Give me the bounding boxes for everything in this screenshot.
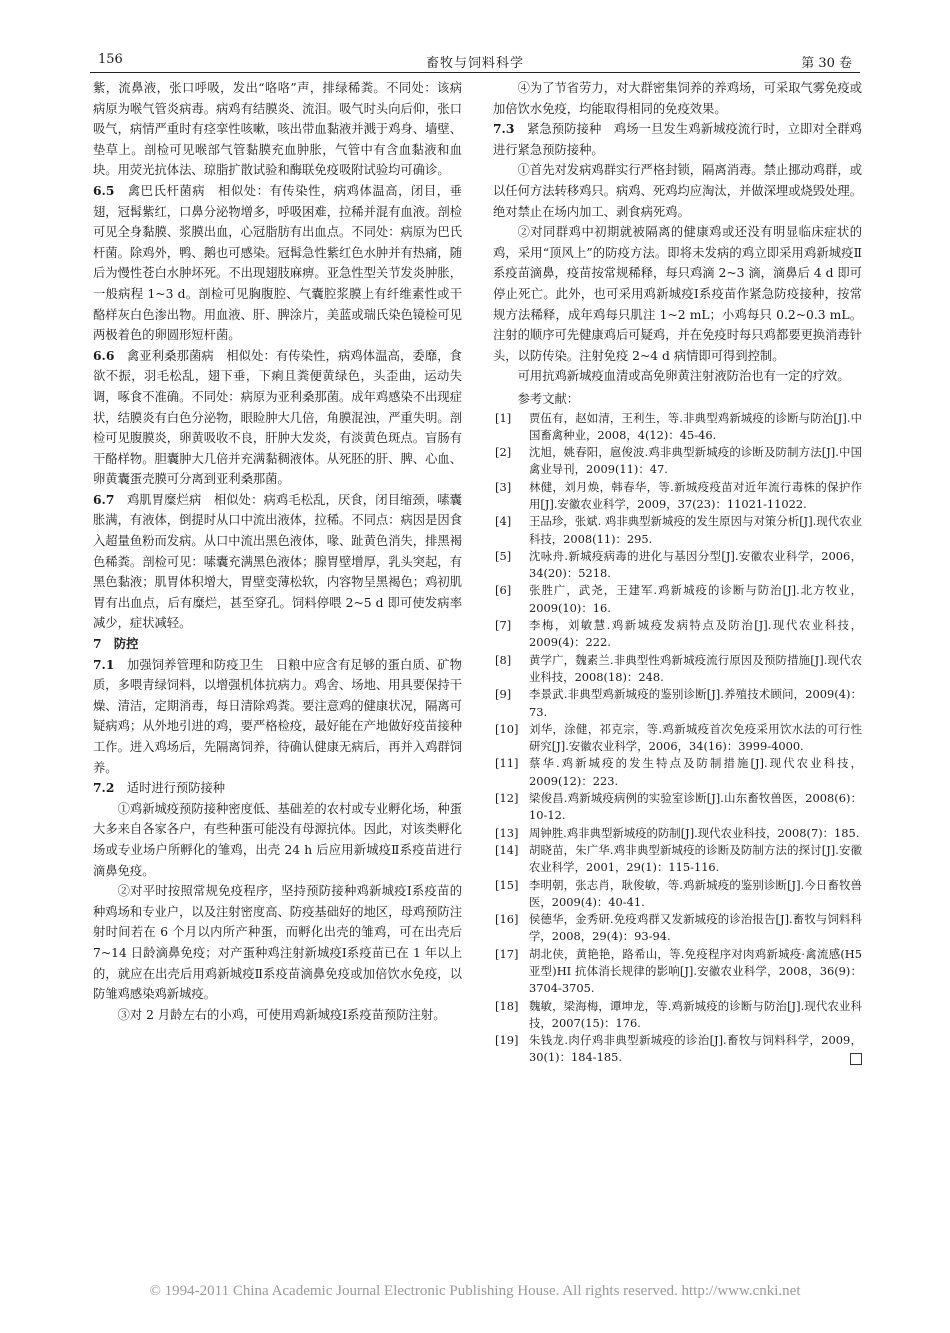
subsection-title: 禽亚利桑那菌病 — [126, 348, 214, 363]
reference-text: 黄学广，魏素兰.非典型性鸡新城疫流行原因及预防措施[J].现代农业科技，2008(18)：248. — [529, 652, 862, 684]
reference-item — [493, 842, 862, 877]
volume-number: 第 30 卷 — [801, 56, 852, 71]
reference-text: 沈咏舟.新城疫病毒的进化与基因分型[J].安徽农业科学，2006，34(20)：5218. — [529, 548, 862, 581]
paragraph: 可用抗鸡新城疫血清或高免卵黄注射液防治也有一定的疗效。 — [517, 369, 850, 384]
end-of-article-mark — [850, 1053, 862, 1065]
reference-item — [493, 479, 862, 514]
reference-number: [2] — [495, 445, 512, 460]
subsection-title: 紧急预防接种 — [526, 122, 602, 137]
paragraph: ②对同群鸡中初期就被隔离的健康鸡或还没有明显临床症状的鸡，采用“顶风上”的防疫方法。即将未发病的鸡立即采用鸡新城疫Ⅱ系疫苗滴鼻，疫苗按常规稀释，每只鸡滴 2~3 滴，滴鼻后 4 d 即可停止死亡。此外，也可采用鸡新城疫Ⅰ系疫苗作紧急防疫接种，按常规方法稀释，成年鸡每只肌注 1~2 mL；小鸡每只 0.2~0.3 mL。注射的顺序可先健康鸡后可疑鸡，并在免疫时每只鸡都要更换消毒针头，以防传染。注射免疫 2~4 d 病情即可得到控制。 — [493, 225, 862, 363]
reference-text: 魏敏，梁海梅，谭坤龙，等.鸡新城疫的诊断与防治[J].现代农业科技，2007(15)：176. — [529, 998, 862, 1030]
reference-text: 李梅，刘敏慧.鸡新城疫发病特点及防治[J].现代农业科技，2009(4)：222. — [529, 618, 862, 650]
reference-item — [493, 998, 862, 1033]
reference-text: 王品珍，张斌. 鸡非典型新城疫的发生原因与对策分析[J].现代农业科技，2008(11)：295. — [529, 514, 862, 546]
reference-number: [7] — [495, 618, 512, 633]
reference-number: [3] — [495, 479, 512, 494]
reference-item — [493, 617, 862, 652]
reference-text: 李明朝，张志肖，耿俊敏，等.鸡新城疫的鉴别诊断[J].今日畜牧兽医，2009(4)：40-41. — [529, 877, 862, 909]
subsection-title: 鸡肌胃糜烂病 — [126, 492, 202, 507]
reference-item — [493, 721, 862, 756]
subsection-number: 7.2 — [93, 780, 115, 796]
reference-text: 胡北侠，黄艳艳，路希山，等.免疫程序对肉鸡新城疫·禽流感(H5 亚型)HI 抗体消长规律的影响[J].安徽农业科学，2008，36(9)：3704-3705. — [529, 946, 862, 996]
reference-item — [493, 686, 862, 721]
running-header — [90, 48, 860, 73]
section-heading-text: 7 防控 — [93, 636, 139, 652]
paragraph: ④为了节省劳力，对大群密集饲养的养鸡场，可采取气雾免疫或加倍饮水免疫，均能取得相同的免疫效果。 — [493, 81, 862, 116]
reference-number: [17] — [495, 946, 519, 961]
reference-number: [5] — [495, 548, 512, 563]
reference-item — [493, 911, 862, 946]
reference-item — [493, 410, 862, 445]
right-column — [493, 78, 862, 1067]
reference-number: [4] — [495, 514, 512, 529]
subsection-number: 6.6 — [93, 347, 115, 363]
reference-item — [493, 582, 862, 617]
reference-number: [12] — [495, 791, 519, 806]
reference-item — [493, 548, 862, 583]
reference-text: 张胜广，武尧，王建军.鸡新城疫的诊断与防治[J].北方牧业，2009(10)：16. — [529, 583, 862, 615]
reference-text: 周钟胜.鸡非典型新城疫的防制[J].现代农业科技，2008(7)：185. — [529, 825, 860, 840]
paragraph: ②对平时按照常规免疫程序，坚持预防接种鸡新城疫Ⅰ系疫苗的种鸡场和专业户，以及注射密度高、防疫基础好的地区，母鸡预防注射时间若在 6 个月以内所产种蛋，而孵化出壳的雏鸡，可在出壳后 7~14 日龄滴鼻免疫；对产蛋种鸡注射新城疫Ⅰ系疫苗已在 1 年以上的，就应在出壳后用鸡新城疫Ⅱ系疫苗滴鼻免疫或加倍饮水免疫，以防雏鸡感染鸡新城疫。 — [93, 884, 462, 1002]
reference-number: [19] — [495, 1033, 519, 1048]
reference-item — [493, 755, 862, 790]
subsection-number: 7.3 — [493, 121, 515, 137]
subsection — [93, 778, 462, 799]
subsection-number: 6.5 — [93, 182, 115, 198]
subsection — [93, 490, 462, 634]
reference-item — [493, 1032, 862, 1067]
reference-item — [493, 444, 862, 479]
subsection-number: 7.1 — [93, 656, 115, 672]
subsection-number: 6.7 — [93, 491, 115, 507]
journal-name: 畜牧与饲料科学 — [425, 56, 524, 71]
reference-number: [10] — [495, 721, 519, 736]
left-column — [93, 78, 462, 1025]
reference-text: 侯德华，金秀研.免疫鸡群又发新城疫的诊治报告[J].畜牧与饲料科学，2008，29(4)：93-94. — [529, 912, 862, 944]
reference-item — [493, 790, 862, 825]
paragraph: ①鸡新城疫预防接种密度低、基础差的农村或专业孵化场，种蛋大多来自各家各户，有些种蛋可能没有母源抗体。因此，对该类孵化场或专业场户所孵化的雏鸡，出壳 24 h 后应用新城疫Ⅱ系疫苗进行滴鼻免疫。 — [93, 801, 462, 878]
references-heading: 参考文献： — [517, 391, 580, 406]
paragraph: 紫，流鼻液，张口呼吸，发出“咯咯”声，排绿稀粪。不同处：该病病原为喉气管炎病毒。病鸡有结膜炎、流泪。吸气时头向后仰，张口吸气，病情严重时有痉挛性咳嗽，咳出带血黏液并溅于鸡身、墙壁、垫草上。剖检可见喉部气管黏膜充血肿胀，气管中有含血黏液和血块。用荧光抗体法、琼脂扩散试验和酶联免疫吸附试验均可确诊。 — [93, 81, 462, 178]
subsection-body: 鸡场一旦发生鸡新城疫流行时，立即对全群鸡进行紧急预防接种。 — [493, 122, 862, 157]
reference-number: [11] — [495, 756, 519, 771]
reference-text: 蔡华.鸡新城疫的发生特点及防制措施[J].现代农业科技，2009(12)：223. — [529, 756, 862, 788]
reference-text: 胡晓苗，朱广华.鸡非典型新城疫的诊断及防制方法的探讨[J].安徽农业科学，2001，29(1)：115-116. — [529, 842, 862, 875]
reference-item — [493, 652, 862, 687]
reference-number: [9] — [495, 687, 512, 702]
reference-text: 沈旭，姚春阳，扈俊波.鸡非典型新城疫的诊断及防制方法[J].中国禽业导刊，2009(11)：47. — [529, 445, 862, 477]
section-heading — [93, 634, 462, 655]
subsection-body: 相似处：有传染性，病鸡体温高，委靡，食欲不振，羽毛松乱，翅下垂，下痢且粪便黄绿色，头歪曲，运动失调，啄食不准确。不同处：病原为亚利桑那菌。成年鸡感染不出现症状，结膜炎有白色分泌物，眼睑肿大几倍，角膜混浊，严重失明。剖检可见腹膜炎，卵黄吸收不良，肝肿大发炎，有淡黄色斑点。盲肠有干酪样物。胆囊肿大几倍并充满黏稠液体。从死胚的肝、脾、心血、卵黄囊蛋壳膜可分离到亚利桑那菌。 — [93, 348, 462, 487]
subsection-title: 加强饲养管理和防疫卫生 — [126, 657, 264, 672]
reference-text: 梁俊昌.鸡新城疫病例的实验室诊断[J].山东畜牧兽医，2008(6)：10-12. — [529, 791, 862, 823]
reference-item — [493, 877, 862, 912]
subsection-title: 适时进行预防接种 — [126, 781, 226, 796]
reference-number: [15] — [495, 877, 519, 892]
reference-text: 李景武.非典型鸡新城疫的鉴别诊断[J].养殖技术顾问，2009(4)：73. — [529, 687, 862, 719]
paragraph: ③对 2 月龄左右的小鸡，可使用鸡新城疫Ⅰ系疫苗预防注射。 — [117, 1007, 446, 1022]
subsection-body: 日粮中应含有足够的蛋白质、矿物质，多喂青绿饲料，以增强机体抗病力。鸡舍、场地、用具要保持干燥、清洁，定期消毒，每日清除鸡粪。要注意鸡的健康状况，隔离可疑病鸡；从外地引进的鸡，要严格检疫，最好能在产地做好疫苗接种工作。进入鸡场后，先隔离饲养，待确认健康无病后，再并入鸡群饲养。 — [93, 657, 462, 775]
reference-text: 刘华，涂健，祁克宗，等.鸡新城疫首次免疫采用饮水法的可行性研究[J].安徽农业科学，2006，34(16)：3999-4000. — [529, 721, 862, 754]
subsection — [93, 655, 462, 779]
subsection — [93, 346, 462, 490]
subsection-body: 相似处：病鸡毛松乱，厌食，闭目缩颈，嗉囊胀满，有液体，倒提时从口中流出液体，拉稀。不同点：病因是因食入超量鱼粉而发病。从口中流出黑色液体，喙、趾黄色消失，排黑褐色稀粪。剖检可见：嗉囊充满黑色液体；腺胃壁增厚，乳头突起，有黑色黏液；肌胃体积增大，胃壁变薄松软，内容物呈黑褐色；鸡初肌胃有出血点，后有糜烂，甚至穿孔。饲料停喂 2~5 d 即可使发病率减少，症状减轻。 — [93, 492, 462, 631]
reference-item — [493, 513, 862, 548]
subsection-title: 禽巴氏杆菌病 — [127, 183, 206, 198]
reference-number: [1] — [495, 410, 512, 425]
subsection — [493, 119, 862, 160]
reference-number: [8] — [495, 652, 512, 667]
subsection — [93, 181, 462, 346]
reference-text: 林健，刘月焕，韩春华，等.新城疫疫苗对近年流行毒株的保护作用[J].安徽农业科学，2009，37(23)：11021-11022. — [529, 479, 862, 511]
reference-text: 朱钱龙.肉仔鸡非典型新城疫的诊治[J].畜牧与饲料科学，2009，30(1)：184-185. — [529, 1033, 862, 1065]
copyright-footer: © 1994-2011 China Academic Journal Electronic Publishing House. All rights reserved. http://www.cnki.net — [149, 1283, 801, 1299]
reference-number: [13] — [495, 825, 519, 840]
reference-number: [6] — [495, 583, 512, 598]
reference-text: 贾伍有，赵如清，王利生，等.非典型鸡新城疫的诊断与防治[J].中国畜禽种业，2008，4(12)：45-46. — [529, 410, 862, 442]
subsection-body: 相似处：有传染性，病鸡体温高，闭目，垂翅，冠髯紫红，口鼻分泌物增多，呼吸困难，拉稀并混有血液。剖检可见全身黏膜、浆膜出血，心冠脂肪有出血点。不同处：病原为巴氏杆菌。除鸡外，鸭、鹅也可感染。冠髯急性紫红色水肿并有热痛，随后为慢性苍白水肿坏死。不出现翅肢麻痹。亚急性型关节发炎肿胀，一般病程 1~3 d。剖检可见胸腹腔、气囊腔浆膜上有纤维素性或干酪样灰白色渗出物。用血液、肝、脾涂片，美蓝或瑞氏染色镜检可见两极着色的卵圆形短杆菌。 — [93, 183, 462, 343]
reference-number: [14] — [495, 842, 519, 857]
page-number: 156 — [98, 52, 123, 67]
reference-item — [493, 946, 862, 998]
reference-item — [493, 825, 862, 842]
reference-number: [16] — [495, 912, 519, 927]
paragraph: ①首先对发病鸡群实行严格封锁，隔离消毒。禁止挪动鸡群，或以任何方法转移鸡只。病鸡、死鸡均应淘汰，并做深埋或烧毁处理。绝对禁止在场内加工、剥食病死鸡。 — [493, 163, 862, 219]
reference-number: [18] — [495, 998, 519, 1013]
